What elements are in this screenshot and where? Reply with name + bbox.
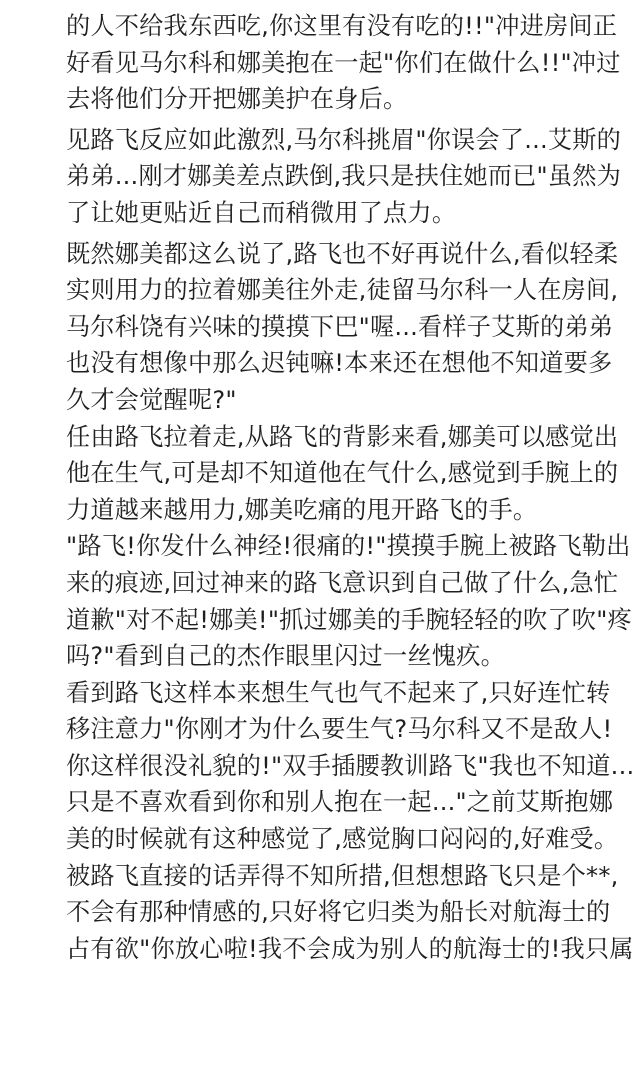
text-line: 吗?"看到自己的杰作眼里闪过一丝愧疚。: [66, 642, 505, 671]
text-line: 去将他们分开把娜美护在身后。: [66, 85, 408, 114]
text-line: 也没有想像中那么迟钝嘛!本来还在想他不知道要多: [66, 349, 613, 378]
paragraph-1: [66, 8, 632, 118]
text-line: 好看见马尔科和娜美抱在一起"你们在做什么!!"冲过: [66, 48, 621, 77]
text-line: 任由路飞拉着走,从路飞的背影来看,娜美可以感觉出: [66, 422, 619, 451]
text-line: 不会有那种情感的,只好将它归类为船长对航海士的: [66, 898, 611, 927]
paragraph-2: [66, 122, 632, 232]
text-line: 久才会觉醒呢?": [66, 385, 237, 414]
paragraph-6: [66, 675, 635, 858]
text-line: 来的痕迹,回过神来的路飞意识到自己做了什么,急忙: [66, 568, 619, 597]
paragraph-7: [66, 858, 632, 968]
text-line: 了让她更贴近自己而稍微用了点力。: [66, 198, 457, 227]
text-line: 只是不喜欢看到你和别人抱在一起..."之前艾斯抱娜: [66, 788, 614, 817]
article-text: [66, 8, 635, 967]
text-line: 的人不给我东西吃,你这里有没有吃的!!"冲进房间正: [66, 12, 618, 40]
text-line: 见路飞反应如此激烈,马尔科挑眉"你误会了...艾斯的: [66, 125, 622, 154]
paragraph-3: [66, 236, 632, 419]
text-line: 移注意力"你刚才为什么要生气?马尔科又不是敌人!: [66, 715, 613, 744]
text-line: 马尔科饶有兴味的摸摸下巴"喔...看样子艾斯的弟弟: [66, 312, 614, 341]
paragraph-5: [66, 528, 632, 674]
text-line: 他在生气,可是却不知道他在气什么,感觉到手腕上的: [66, 459, 619, 488]
text-line: 被路飞直接的话弄得不知所措,但想想路飞只是个**,: [66, 861, 619, 890]
text-line: 看到路飞这样本来想生气也气不起来了,只好连忙转: [66, 678, 611, 707]
text-line: "路飞!你发什么神经!很痛的!"摸摸手腕上被路飞勒出: [66, 532, 631, 561]
text-line: 占有欲"你放心啦!我不会成为别人的航海士的!我只属: [66, 934, 634, 963]
text-line: 既然娜美都这么说了,路飞也不好再说什么,看似轻柔: [66, 239, 619, 268]
text-line: 实则用力的拉着娜美往外走,徒留马尔科一人在房间,: [66, 276, 619, 305]
text-line: 道歉"对不起!娜美!"抓过娜美的手腕轻轻的吹了吹"疼: [66, 605, 632, 634]
text-line: 你这样很没礼貌的!"双手插腰教训路飞"我也不知道...: [66, 751, 635, 780]
text-line: 弟弟...刚才娜美差点跌倒,我只是扶住她而已"虽然为: [66, 162, 622, 191]
paragraph-4: [66, 419, 632, 529]
text-line: 美的时候就有这种感觉了,感觉胸口闷闷的,好难受。: [66, 825, 619, 854]
text-line: 力道越来越用力,娜美吃痛的甩开路飞的手。: [66, 495, 538, 524]
